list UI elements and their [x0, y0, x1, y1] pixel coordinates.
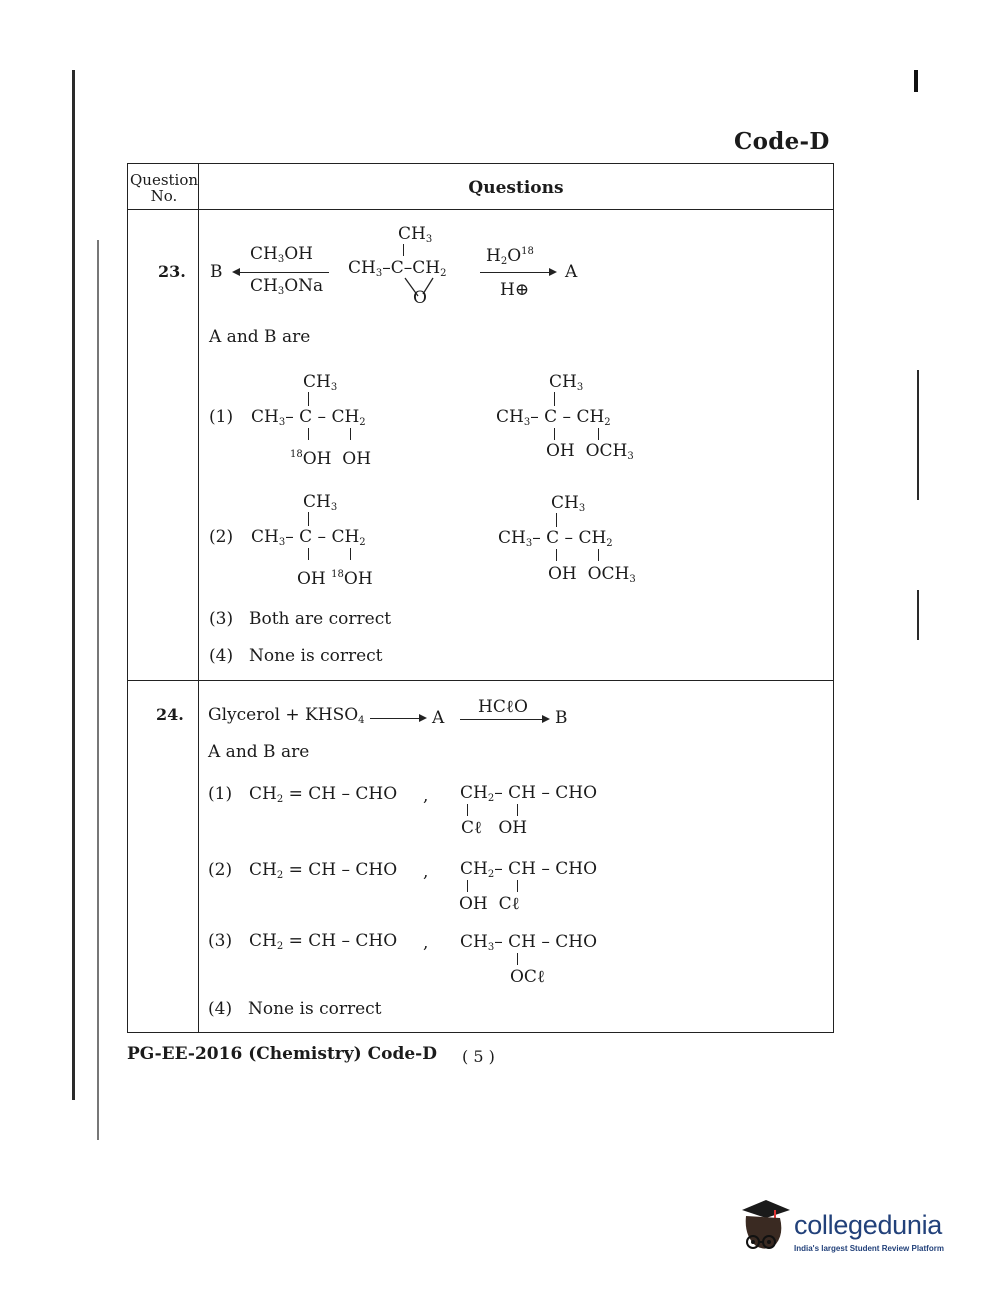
bond: [556, 513, 557, 527]
option-number: (1): [208, 784, 233, 804]
option-b-substituents: Cℓ OH: [461, 818, 528, 838]
bond: [598, 428, 599, 440]
bond: [554, 392, 555, 406]
option-b: $CH_2-$ CH – CHO: [460, 859, 598, 880]
scan-edge-right: [917, 370, 919, 500]
scan-edge-left: [72, 70, 75, 1100]
scan-edge-left-2: [97, 240, 99, 1140]
option-text: Both are correct: [249, 609, 392, 629]
bond: [598, 549, 599, 561]
struct-ch3: $CH_3$: [551, 493, 586, 514]
bond: [517, 804, 518, 816]
reaction-arrow: [460, 719, 548, 720]
option-number: (4): [208, 999, 233, 1019]
header-divider: [128, 209, 833, 210]
struct-substituents: OH $OCH_3$: [548, 564, 636, 585]
struct-main: $CH_3-$ C – $CH_2$: [496, 407, 611, 428]
q24-prompt: A and B are: [208, 742, 310, 762]
scan-edge-right-2: [917, 590, 919, 640]
bond: [467, 804, 468, 816]
footer-exam-code: PG-EE-2016 (Chemistry) Code-D: [127, 1044, 437, 1064]
struct-main: $CH_3-$ C – $CH_2$: [498, 528, 613, 549]
right-reagent-bottom: H⊕: [500, 280, 530, 300]
separator: ,: [423, 933, 429, 953]
option-b: $CH_3-$ CH – CHO: [460, 932, 598, 953]
option-number: (1): [209, 407, 234, 427]
substrate-ch3: $CH_3$: [398, 224, 433, 245]
logo-wordmark: collegedunia: [794, 1210, 943, 1240]
reagent-hclo: HCℓO: [478, 697, 528, 717]
reagent-bottom: $CH_3ONa$: [250, 276, 324, 297]
option-a: $CH_2$ = CH – CHO: [249, 784, 398, 805]
question-number-23: 23.: [158, 262, 186, 281]
column-divider: [198, 164, 199, 1032]
reaction-arrow: [370, 718, 425, 719]
option-a: $CH_2$ = CH – CHO: [249, 860, 398, 881]
q23-prompt: A and B are: [209, 327, 311, 347]
option-b: $CH_2-$ CH – CHO: [460, 783, 598, 804]
bond: [554, 428, 555, 440]
option-b-substituents: OH Cℓ: [459, 894, 520, 914]
option-number: (2): [209, 527, 234, 547]
bond: [308, 512, 309, 526]
bond: [308, 428, 309, 440]
struct-main: $CH_3-$ C – $CH_2$: [251, 527, 366, 548]
question-table: [127, 163, 834, 1033]
reaction-arrow-left: [234, 272, 329, 273]
option-number: (2): [208, 860, 233, 880]
product-a-label: A: [565, 262, 578, 282]
struct-ch3: $CH_3$: [303, 492, 338, 513]
bond: [403, 244, 404, 256]
epoxide-oxygen: O: [413, 288, 427, 308]
option-a: $CH_2$ = CH – CHO: [249, 931, 398, 952]
column-header-question-no: Question No.: [130, 171, 199, 205]
substrate-main: $CH_3-C-CH_2$: [348, 258, 447, 279]
column-header-questions: Questions: [468, 178, 564, 198]
reaction-left: Glycerol + $KHSO_4$: [208, 705, 365, 726]
option-text: None is correct: [249, 646, 383, 666]
struct-substituents: OH $^{18}$OH: [297, 569, 373, 589]
mascot-icon: [736, 1196, 792, 1262]
struct-ch3: $CH_3$: [303, 372, 338, 393]
separator: ,: [423, 862, 429, 882]
page-number: ( 5 ): [462, 1047, 495, 1066]
bond: [556, 549, 557, 561]
bond: [350, 428, 351, 440]
option-text: None is correct: [248, 999, 382, 1019]
option-number: (3): [208, 931, 233, 951]
struct-ch3: $CH_3$: [549, 372, 584, 393]
bond: [308, 392, 309, 406]
bond: [350, 548, 351, 560]
bond: [308, 548, 309, 560]
row-divider: [128, 680, 833, 681]
product-a-label: A: [432, 708, 445, 728]
separator: ,: [423, 786, 429, 806]
collegedunia-logo[interactable]: [736, 1196, 966, 1266]
question-number-24: 24.: [156, 705, 184, 724]
right-reagent-top: $H_2O^{18}$: [486, 246, 534, 267]
product-b-label: B: [555, 708, 568, 728]
page-code: Code-D: [734, 128, 830, 155]
bond: [517, 953, 518, 965]
bond: [517, 880, 518, 892]
product-b-label: B: [210, 262, 223, 282]
corner-mark: [914, 70, 918, 92]
struct-main: $CH_3-$ C – $CH_2$: [251, 407, 366, 428]
option-number: (4): [209, 646, 234, 666]
logo-tagline: India's largest Student Review Platform: [794, 1244, 944, 1253]
reagent-top: $CH_3OH$: [250, 244, 313, 265]
reaction-arrow-right: [480, 272, 555, 273]
bond: [467, 880, 468, 892]
option-number: (3): [209, 609, 234, 629]
option-b-substituents: OCℓ: [510, 967, 546, 987]
struct-substituents: OH $OCH_3$: [546, 441, 634, 462]
struct-substituents: $^{18}$OH OH: [290, 449, 372, 469]
